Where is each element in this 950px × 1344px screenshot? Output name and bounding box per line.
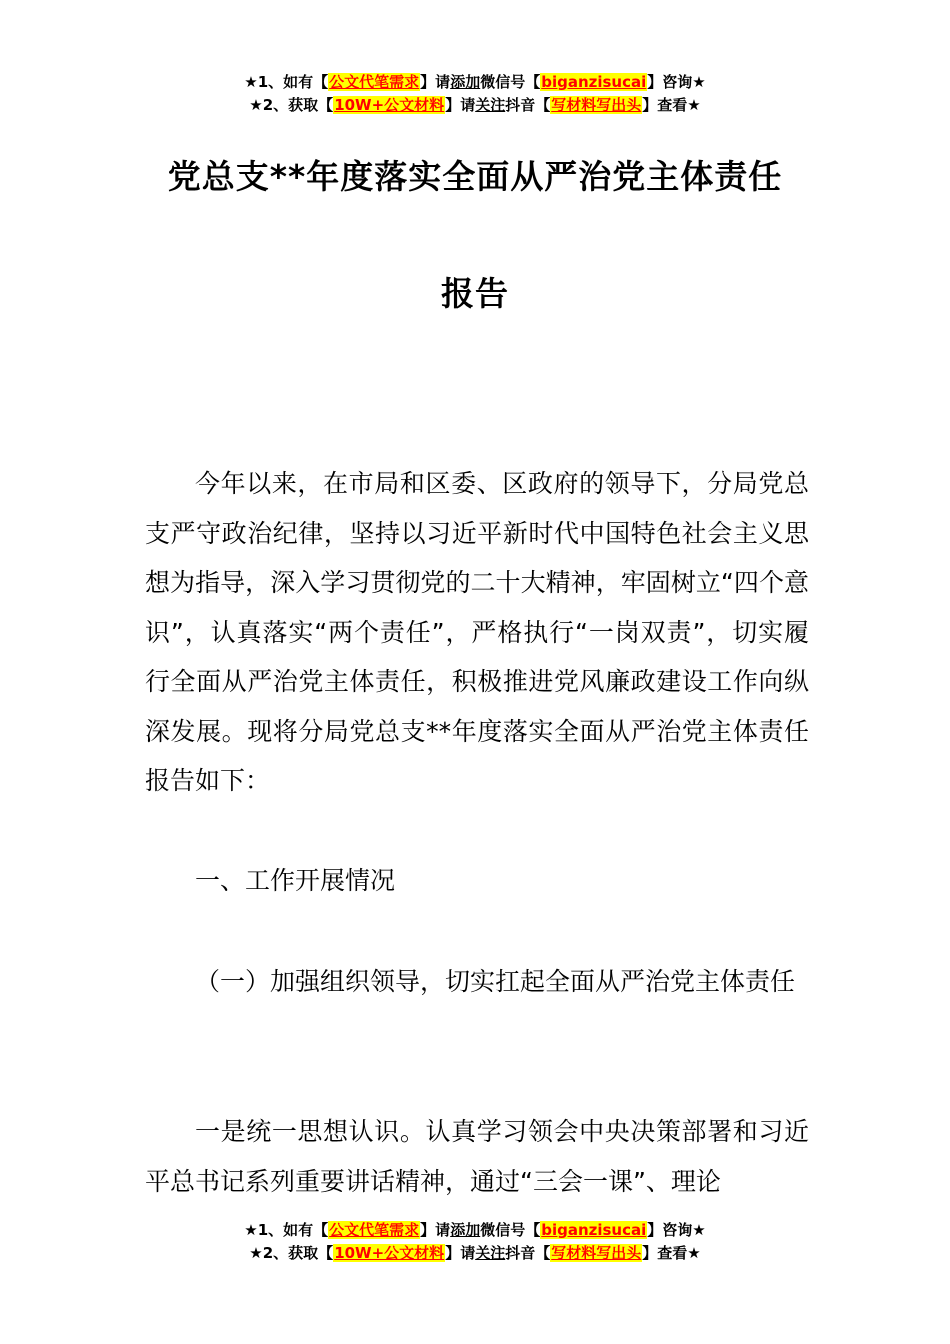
promo-line-1: ★1、如有【公文代笔需求】请添加微信号【biganzisucai】咨询★ (244, 73, 706, 91)
document-title-line-2: 报告 (441, 274, 509, 313)
promo-highlight-wechat-id: biganzisucai (541, 73, 647, 91)
promo-line-1: ★1、如有【公文代笔需求】请添加微信号【biganzisucai】咨询★ (244, 1221, 706, 1239)
header-promo-banner (0, 71, 950, 117)
promo-highlight-douyin: 写材料写出头 (551, 96, 642, 114)
promo-line-2: ★2、获取【10W+公文材料】请关注抖音【写材料写出头】查看★ (249, 96, 701, 114)
section-heading: 一、工作开展情况 (195, 866, 396, 895)
promo-line-2: ★2、获取【10W+公文材料】请关注抖音【写材料写出头】查看★ (249, 1244, 701, 1262)
promo-highlight-wechat-id: biganzisucai (541, 1221, 647, 1239)
footer-promo-banner (0, 1219, 950, 1265)
promo-highlight-service: 公文代笔需求 (329, 1221, 420, 1239)
promo-highlight-materials: 10W+公文材料 (334, 1244, 445, 1262)
promo-highlight-douyin: 写材料写出头 (551, 1244, 642, 1262)
document-title-line-1: 党总支**年度落实全面从严治党主体责任 (167, 157, 783, 196)
promo-highlight-materials: 10W+公文材料 (334, 96, 445, 114)
promo-highlight-service: 公文代笔需求 (329, 73, 420, 91)
subsection-heading: （一）加强组织领导，切实扛起全面从严治党主体责任 (195, 967, 796, 996)
body-paragraph: 一是统一思想认识。认真学习领会中央决策部署和习近平总书记系列重要讲话精神，通过“三会一课”、理论 (145, 1117, 809, 1196)
intro-paragraph: 今年以来，在市局和区委、区政府的领导下，分局党总支严守政治纪律，坚持以习近平新时代中国特色社会主义思想为指导，深入学习贯彻党的二十大精神，牢固树立“四个意识”，认真落实“两个责任”，严格执行“一岗双责”，切实履行全面从严治党主体责任，积极推进党风廉政建设工作向纵深发展。现将分局党总支**年度落实全面从严治党主体责任报告如下： (145, 469, 809, 795)
